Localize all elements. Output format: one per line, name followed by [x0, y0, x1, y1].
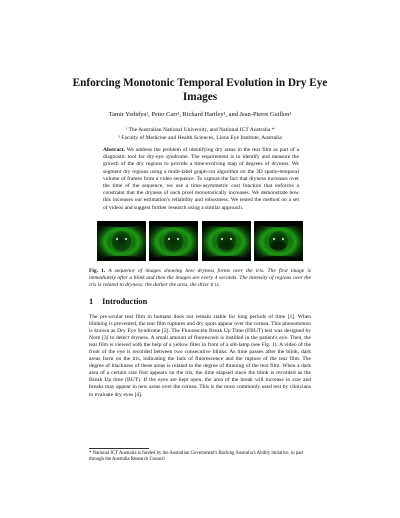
dry-region — [270, 241, 286, 250]
light-reflection — [116, 238, 118, 240]
figure-1 — [97, 221, 303, 261]
light-reflection — [273, 238, 275, 240]
figure-caption-text: A sequence of images showing how dryness forms over the iris. The first image is immediately after a blink and then the images are every 4 seconds. The intensity of regions over the iris is related to dryness: the darker the area, the drier it is. — [89, 268, 312, 289]
figure-caption — [89, 268, 311, 290]
figure-caption-label: Fig. 1. — [89, 268, 106, 274]
dry-region — [218, 241, 234, 250]
light-reflection — [125, 238, 127, 240]
iris — [162, 230, 185, 253]
eye-image-frame-4 — [254, 221, 303, 261]
abstract-text: We address the problem of identifying dry areas in the tear film as part of a diagnostic tool for dry-eye syndrome. The requirement is to identify and measure the growth of the dry regions to provide a time-evolving map of degrees of dryness. We segment dry regions using a multi-label graph-cut algorithm on the 3D spatio-temporal volume of frames from a video sequence. To capture the fact that dryness increases over the time of the sequence, we use a time-asymmetric cost function that enforces a constraint that the dryness of each pixel monotonically increases. We demonstrate how this increases our estimation's reliability and robustness. We tested the method on a set of videos and suggest further research using a similar approach. — [103, 147, 300, 211]
eye-image-frame-3 — [202, 221, 251, 261]
lower-eyelid — [202, 256, 251, 261]
light-reflection — [230, 238, 232, 240]
light-reflection — [221, 238, 223, 240]
author-list: Tamir Yedidya¹, Peter Carr¹, Richard Hartley¹, and Jean-Pierre Guillon² — [108, 111, 292, 118]
upper-eyelid — [97, 221, 146, 227]
affiliation-2: ² Faculty of Medicine and Health Sciences, Lions Eye Institute, Australia — [118, 134, 282, 141]
lower-eyelid — [254, 256, 303, 261]
affiliations — [60, 127, 340, 142]
abstract — [103, 147, 299, 212]
paper-title: Enforcing Monotonic Temporal Evolution in Dry Eye Images — [72, 77, 328, 103]
section-title: Introduction — [102, 297, 148, 306]
section-heading — [89, 297, 311, 307]
section-number: 1 — [89, 297, 94, 306]
upper-eyelid — [202, 221, 251, 227]
footnote: * National ICT Australia is funded by the Australian Government's Backing Australia's Ability initiative, in part through the Australia Research Council — [89, 451, 304, 463]
iris — [110, 230, 133, 253]
footnote-rule — [89, 448, 149, 449]
body-paragraph: The pre-ocular tear film in humans does not remain stable for long periods of time [1]. When blinking is prevented, the tear film ruptures and dry spots appear over the cornea. This phenomenon is known as Dry Eye Syndrome [2]. The Fluorescein Break Up Time (FBUT) test was designed by Norn [3] to detect dryness. A small amount of fluorescein is instilled in the patient's eye. Then, the tear film is viewed with the help of a yellow filter in front of a slit-lamp (see Fig. 1). A video of the front of the eye is recorded between two consecutive blinks. As time passes after the blink, dark areas form on the iris, indicating the lack of fluorescence and the rupture of the tear film. The degree of blackness of these areas is related to the degree of thinning of the tear film. When a dark area of a certain size first appears on the iris, the time elapsed since the blink is recorded as the Break Up time (BUT). If the eyes are kept open, the area of the break will increase in size and breaks may appear in new areas over the cornea. This is the most commonly used test by clinicians to evaluate dry eyes [4]. — [89, 314, 311, 398]
lower-eyelid — [97, 256, 146, 261]
eye-image-frame-2 — [149, 221, 198, 261]
affiliation-1: ¹ The Australian National University, and National ICT Australia * — [125, 127, 275, 133]
abstract-label: Abstract. — [103, 147, 125, 153]
upper-eyelid — [254, 221, 303, 227]
lower-eyelid — [149, 256, 198, 261]
eye-image-frame-1 — [97, 221, 146, 261]
light-reflection — [282, 238, 284, 240]
upper-eyelid — [149, 221, 198, 227]
